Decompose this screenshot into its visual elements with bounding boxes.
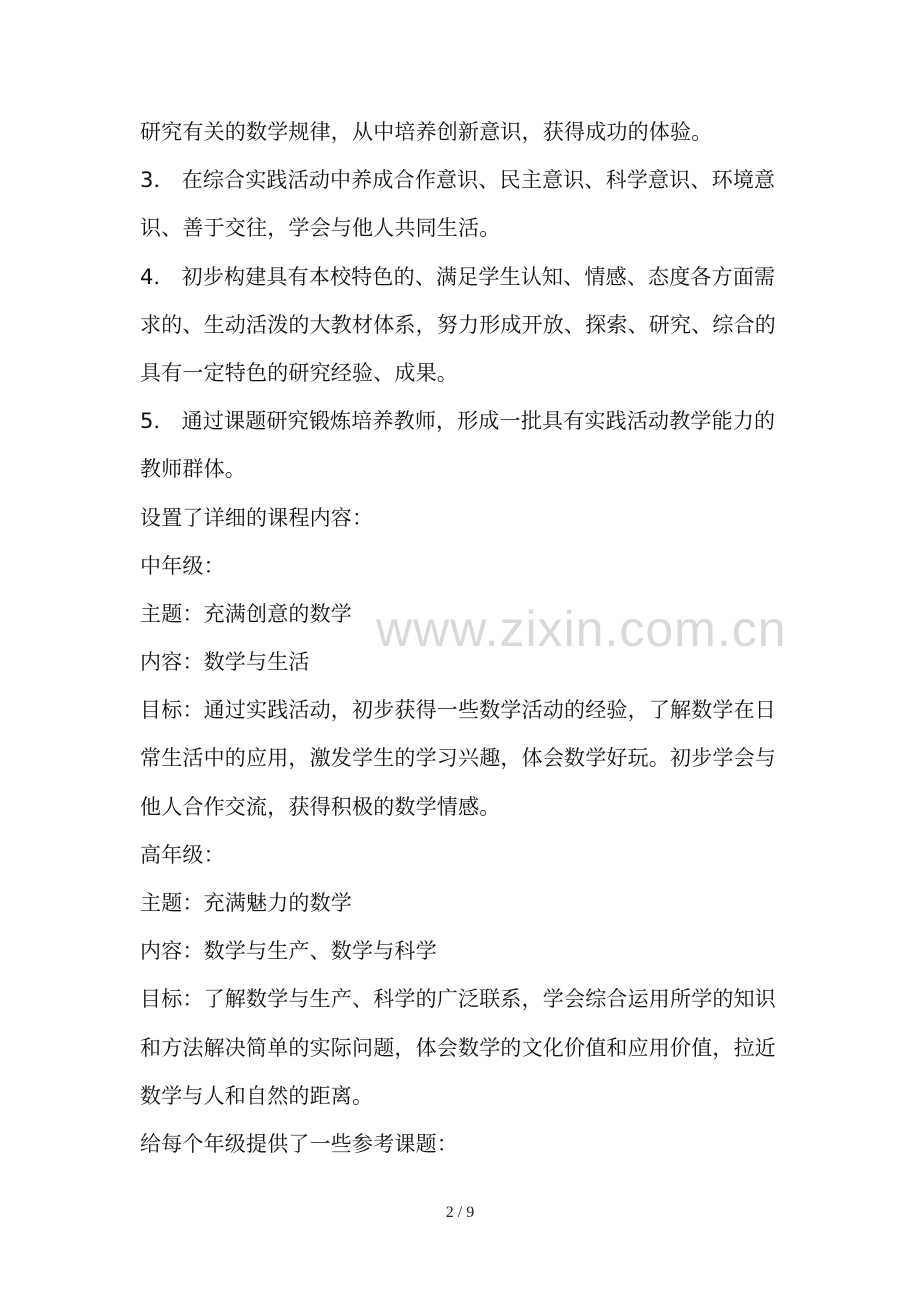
text-line: 常生活中的应用，激发学生的学习兴趣，体会数学好玩。初步学会与 (140, 746, 776, 771)
grade-heading: 中年级： (140, 553, 225, 578)
watermark: www.zixin.com.cn (376, 601, 787, 657)
theme-line: 主题：充满魅力的数学 (140, 891, 352, 915)
theme-line: 主题：充满创意的数学 (140, 601, 352, 626)
text-line: 求的、生动活泼的大教材体系，努力形成开放、探索、研究、综合的 (140, 312, 776, 337)
text-line: 给每个年级提供了一些参考课题： (140, 1131, 458, 1156)
text-line: 他人合作交流，获得积极的数学情感。 (140, 794, 501, 819)
text-line: 3． 在综合实践活动中养成合作意识、民主意识、科学意识、环境意 (140, 168, 776, 193)
text-line: 教师群体。 (140, 457, 246, 482)
text-line: 5． 通过课题研究锻炼培养教师，形成一批具有实践活动教学能力的 (140, 409, 776, 434)
grade-heading: 高年级： (140, 842, 225, 867)
text-line: 识、善于交往，学会与他人共同生活。 (140, 216, 501, 241)
goal-line: 目标：通过实践活动，初步获得一些数学活动的经验，了解数学在日 (140, 698, 776, 723)
text-line: 研究有关的数学规律，从中培养创新意识，获得成功的体验。 (140, 120, 713, 144)
text-line: 4． 初步构建具有本校特色的、满足学生认知、情感、态度各方面需 (140, 264, 776, 289)
text-line: 具有一定特色的研究经验、成果。 (140, 360, 458, 385)
text-line: 和方法解决简单的实际问题，体会数学的文化价值和应用价值，拉近 (140, 1035, 776, 1060)
section-heading: 设置了详细的课程内容： (140, 505, 374, 530)
content-line: 内容：数学与生活 (140, 650, 310, 675)
page-number: 2 / 9 (445, 1204, 475, 1221)
text-line: 数学与人和自然的距离。 (140, 1083, 374, 1108)
goal-line: 目标：了解数学与生产、科学的广泛联系，学会综合运用所学的知识 (140, 987, 776, 1012)
content-line: 内容：数学与生产、数学与科学 (140, 939, 437, 964)
